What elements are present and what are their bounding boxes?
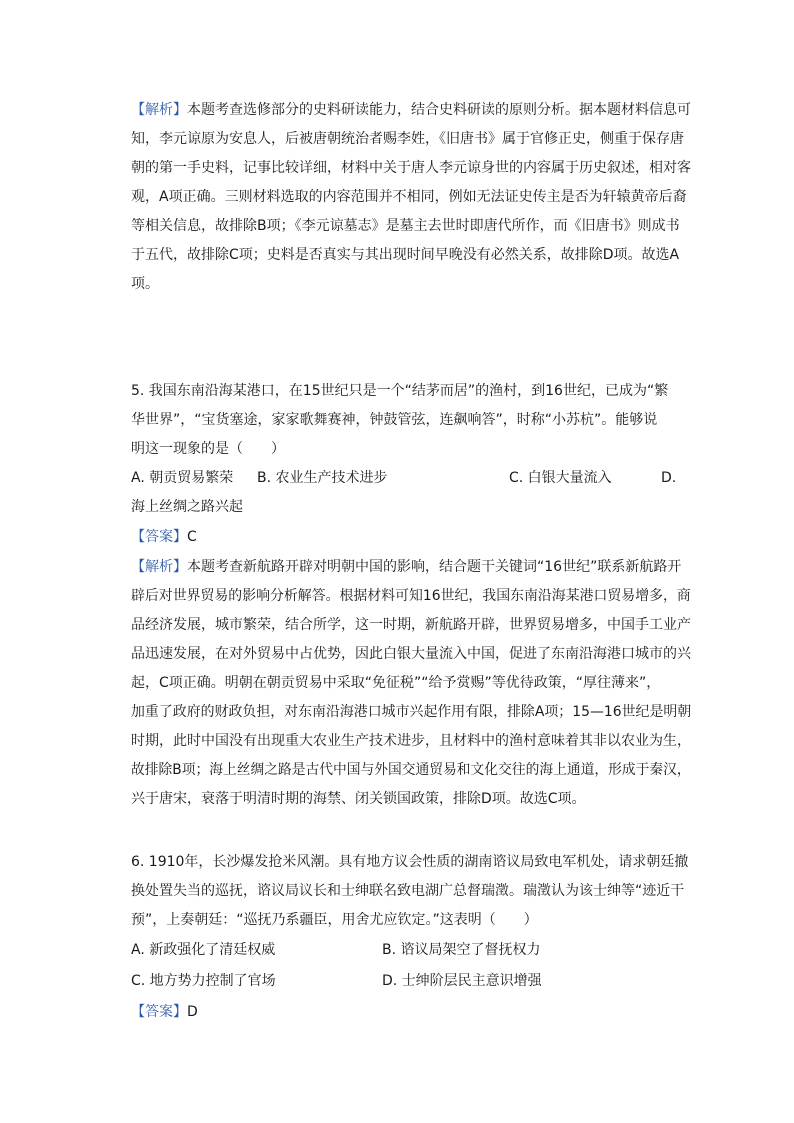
- q5-option-c: C. 白银大量流入: [509, 470, 612, 486]
- analysis-tag: 【解析】: [131, 102, 187, 118]
- q5-analysis-line-2: 辟后对世界贸易的影响分析解答。根据材料可知16世纪，我国东南沿海某港口贸易增多，商: [131, 588, 691, 604]
- q5-analysis-line-1: 【解析】本题考查新航路开辟对明朝中国的影响，结合题干关键词“16世纪”联系新航路开: [131, 559, 682, 575]
- q5-option-d: D.: [661, 470, 677, 486]
- q6-option-b: B. 谘议局架空了督抚权力: [382, 942, 541, 958]
- q6-answer-value: D: [187, 1004, 198, 1020]
- answer-tag: 【答案】: [131, 1004, 187, 1020]
- q6-options-row-2: [131, 971, 691, 991]
- q5-option-a: A. 朝贡贸易繁荣: [131, 470, 234, 486]
- q6-stem-line-1: 6. 1910年，长沙爆发抢米风潮。具有地方议会性质的湖南谘议局致电军机处，请求朝廷撤: [131, 854, 689, 870]
- q5-option-b: B. 农业生产技术进步: [257, 470, 388, 486]
- q6-options-row-1: [131, 940, 691, 960]
- q4-analysis-line-2: 知，李元谅原为安息人，后被唐朝统治者赐李姓，《旧唐书》属于官修正史，侧重于保存唐: [131, 131, 684, 147]
- q5-stem-line-2: 华世界”，“宝货塞途，家家歌舞赛神，钟鼓管弦，连飙响答”，时称“小苏杭”。能够说: [131, 412, 658, 428]
- q5-answer: [131, 527, 197, 547]
- q5-options: [131, 468, 691, 488]
- q5-analysis-line-7: 时期，此时中国没有出现重大农业生产技术进步，且材料中的渔村意味着其非以农业为生，: [131, 733, 691, 749]
- q5-analysis-line-6: 加重了政府的财政负担，对东南沿海港口城市兴起作用有限，排除A项；15—16世纪是明朝: [131, 704, 692, 720]
- q6-answer: [131, 1002, 198, 1022]
- q6-stem-line-3: 预”，上奏朝廷：“巡抚乃系疆臣，用舍尤应钦定。”这表明（ ）: [131, 912, 538, 928]
- q4-analysis-line-1: 【解析】本题考查选修部分的史料研读能力，结合史料研读的原则分析。据本题材料信息可: [131, 102, 691, 118]
- q4-analysis-line-7: 项。: [131, 276, 159, 292]
- q6-option-d: D. 士绅阶层民主意识增强: [382, 973, 542, 989]
- q4-analysis-line-3: 朝的第一手史料，记事比较详细，材料中关于唐人李元谅身世的内容属于历史叙述，相对客: [131, 160, 691, 176]
- q6-option-c: C. 地方势力控制了官场: [131, 973, 276, 989]
- q6-option-a: A. 新政强化了清廷权威: [131, 942, 276, 958]
- q5-analysis-line-9: 兴于唐宋，衰落于明清时期的海禁、闭关锁国政策，排除D项。故选C项。: [131, 791, 586, 807]
- q5-answer-value: C: [187, 529, 197, 545]
- q5-analysis-line-3: 品经济发展，城市繁荣，结合所学，这一时期，新航路开辟，世界贸易增多，中国手工业产: [131, 617, 691, 633]
- q4-analysis-line-4: 观，A项正确。三则材料选取的内容范围并不相同，例如无法证史传主是否为轩辕黄帝后裔: [131, 189, 687, 205]
- q5-stem-line-1: 5. 我国东南沿海某港口，在15世纪只是一个“结茅而居”的渔村，到16世纪，已成为“繁: [131, 383, 669, 399]
- q5-stem-line-3: 明这一现象的是（ ）: [131, 441, 285, 457]
- q4-analysis-line-6: 于五代，故排除C项；史料是否真实与其出现时间早晚没有必然关系，故排除D项。故选A: [131, 247, 680, 263]
- q5-option-d-text: 海上丝绸之路兴起: [131, 499, 243, 515]
- q5-analysis-line-8: 故排除B项；海上丝绸之路是古代中国与外国交通贸易和文化交往的海上通道，形成于秦汉，: [131, 762, 691, 778]
- q6-stem-line-2: 换处置失当的巡抚，谘议局议长和士绅联名致电湖广总督瑞澂。瑞澂认为该士绅等“迹近干: [131, 883, 685, 899]
- analysis-tag: 【解析】: [131, 559, 187, 575]
- q4-analysis-line-5: 等相关信息，故排除B项；《李元谅墓志》是墓主去世时即唐代所作，而《旧唐书》则成书: [131, 218, 680, 234]
- q5-analysis-line-4: 品迅速发展，在对外贸易中占优势，因此白银大量流入中国，促进了东南沿海港口城市的兴: [131, 646, 691, 662]
- q5-analysis-line-5: 起，C项正确。明朝在朝贡贸易中采取“免征税”“给予赏赐”等优待政策，“厚往薄来”，: [131, 675, 661, 691]
- answer-tag: 【答案】: [131, 529, 187, 545]
